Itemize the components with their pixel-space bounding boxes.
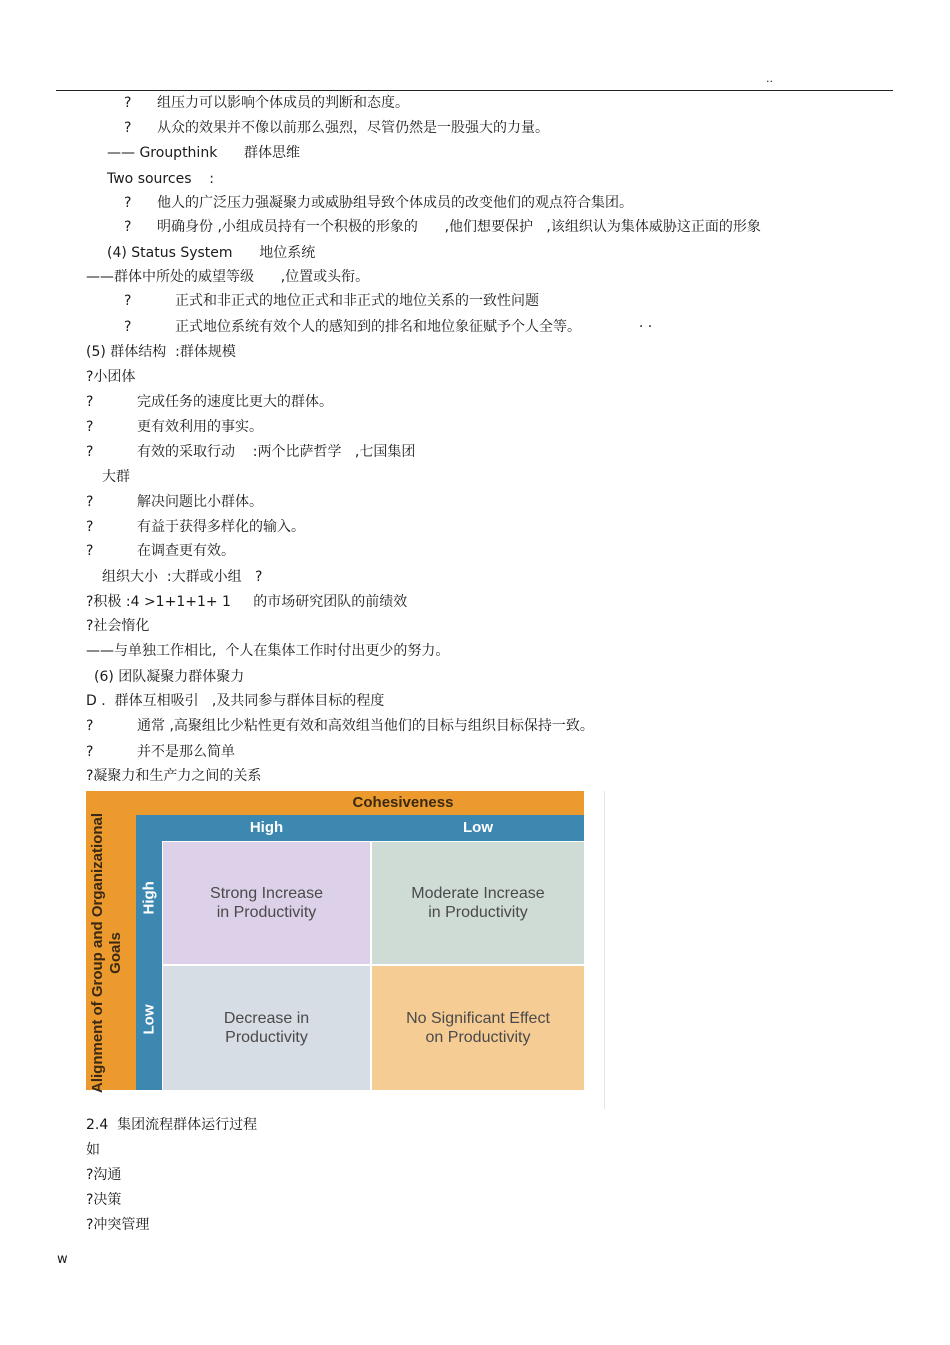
text-line: [86, 1116, 257, 1134]
header-rule: [56, 90, 893, 91]
text-line: [86, 642, 449, 660]
text-line: [124, 292, 539, 310]
line-text: ?沟通: [86, 1167, 122, 1183]
text-line: [107, 170, 214, 188]
text-line: [86, 493, 263, 511]
row-header-high-text: High: [140, 881, 158, 915]
text-line: [124, 318, 652, 336]
column-header-high: High: [249, 819, 284, 836]
text-line: [86, 1166, 121, 1184]
footer-mark: w: [57, 1252, 68, 1267]
cohesiveness-productivity-matrix: [86, 791, 604, 1109]
text-line: [94, 668, 244, 686]
text-line: [86, 268, 369, 286]
text-line: [86, 1191, 121, 1209]
text-line: [86, 717, 594, 735]
line-text: ?积极 :4 >1+1+1+ 1 的市场研究团队的前绩效: [86, 594, 408, 610]
text-line: [86, 1141, 100, 1159]
header-dots: ..: [766, 72, 773, 85]
text-line: [102, 568, 262, 586]
text-line: [124, 218, 761, 236]
column-title: Cohesiveness: [352, 794, 454, 811]
line-text: (6) 团队凝聚力群体聚力: [94, 669, 245, 685]
line-text: 通常 ,高聚组比少粘性更有效和高效组当他们的目标与组织目标保持一致。: [137, 718, 594, 734]
line-text: 在调查更有效。: [137, 543, 235, 559]
line-text: ?小团体: [86, 369, 136, 385]
line-text: 正式和非正式的地位正式和非正式的地位关系的一致性问题: [175, 293, 539, 309]
line-text: ?决策: [86, 1192, 122, 1208]
line-text: (5) 群体结构 :群体规模: [86, 344, 236, 360]
line-text: 组织大小 :大群或小组 ?: [102, 569, 263, 585]
bullet: ?: [124, 293, 132, 309]
text-line: [86, 418, 263, 436]
bullet: ?: [124, 319, 132, 335]
text-line: [86, 518, 305, 536]
bullet: ?: [86, 543, 94, 559]
line-text: 解决问题比小群体。: [137, 494, 263, 510]
row-header-low-text: Low: [140, 1004, 158, 1035]
text-line: [86, 343, 236, 361]
line-text: ?冲突管理: [86, 1217, 150, 1233]
line-text: 并不是那么简单: [137, 744, 235, 760]
line-text: D . 群体互相吸引 ,及共同参与群体目标的程度: [86, 693, 385, 709]
bullet: ?: [86, 394, 94, 410]
line-text: ?凝聚力和生产力之间的关系: [86, 768, 262, 784]
text-line: [86, 1216, 149, 1234]
text-line: [86, 393, 333, 411]
text-line: [86, 593, 407, 611]
line-text: 如: [86, 1142, 100, 1158]
row-title: Alignment of Group and Organizational Goals: [89, 813, 124, 1093]
column-header-bar: [136, 815, 584, 841]
text-line: [86, 743, 235, 761]
bullet: ?: [86, 519, 94, 535]
text-line: [124, 194, 633, 212]
text-line: [124, 94, 409, 112]
cell-low-low: No Significant Effect on Productivity: [372, 966, 584, 1090]
bullet: ?: [124, 195, 132, 211]
text-line: [102, 468, 130, 486]
bullet: ?: [86, 419, 94, 435]
text-line: [86, 692, 384, 710]
row-header-bar: [136, 841, 162, 1090]
line-text: 有益于获得多样化的输入。: [137, 519, 305, 535]
text-line: [86, 617, 149, 635]
text-line: [86, 443, 415, 461]
text-line: [107, 144, 300, 162]
bullet: ?: [124, 120, 132, 136]
line-text: ——群体中所处的威望等级 ,位置或头衔。: [86, 269, 370, 285]
text-line: [86, 542, 235, 560]
line-text: ?社会惰化: [86, 618, 150, 634]
bullet: ?: [124, 95, 132, 111]
line-text: Two sources :: [107, 171, 215, 187]
line-text: 组压力可以影响个体成员的判断和态度。: [157, 95, 409, 111]
bullet: ?: [86, 444, 94, 460]
line-text: 2.4 集团流程群体运行过程: [86, 1117, 258, 1133]
line-text: 大群: [102, 469, 130, 485]
bullet: ?: [86, 494, 94, 510]
cell-high-low: Moderate Increase in Productivity: [372, 842, 584, 964]
cell-high-high: Strong Increase in Productivity: [163, 842, 370, 964]
column-header-low: Low: [463, 819, 493, 836]
text-line: [124, 119, 549, 137]
line-text: ——与单独工作相比, 个人在集体工作时付出更少的努力。: [86, 643, 450, 659]
cell-low-high: Decrease in Productivity: [163, 966, 370, 1090]
bullet: ?: [124, 219, 132, 235]
bullet: ?: [86, 744, 94, 760]
text-line: [86, 368, 135, 386]
line-text: 正式地位系统有效个人的感知到的排名和地位象征赋予个人全等。 · ·: [175, 319, 653, 335]
line-text: 有效的采取行动 :两个比萨哲学 ,七国集团: [137, 444, 416, 460]
text-line: [107, 244, 315, 262]
line-text: 明确身份 ,小组成员持有一个积极的形象的 ,他们想要保护 ,该组织认为集体威胁这正面的形象: [157, 219, 761, 235]
line-text: 他人的广泛压力强凝聚力或威胁组导致个体成员的改变他们的观点符合集团。: [157, 195, 633, 211]
line-text: 更有效利用的事实。: [137, 419, 263, 435]
line-text: —— Groupthink 群体思维: [107, 145, 301, 161]
line-text: 从众的效果并不像以前那么强烈，尽管仍然是一股强大的力量。: [157, 120, 549, 136]
line-text: (4) Status System 地位系统: [107, 245, 316, 261]
bullet: ?: [86, 718, 94, 734]
text-line: [86, 767, 261, 785]
line-text: 完成任务的速度比更大的群体。: [137, 394, 333, 410]
